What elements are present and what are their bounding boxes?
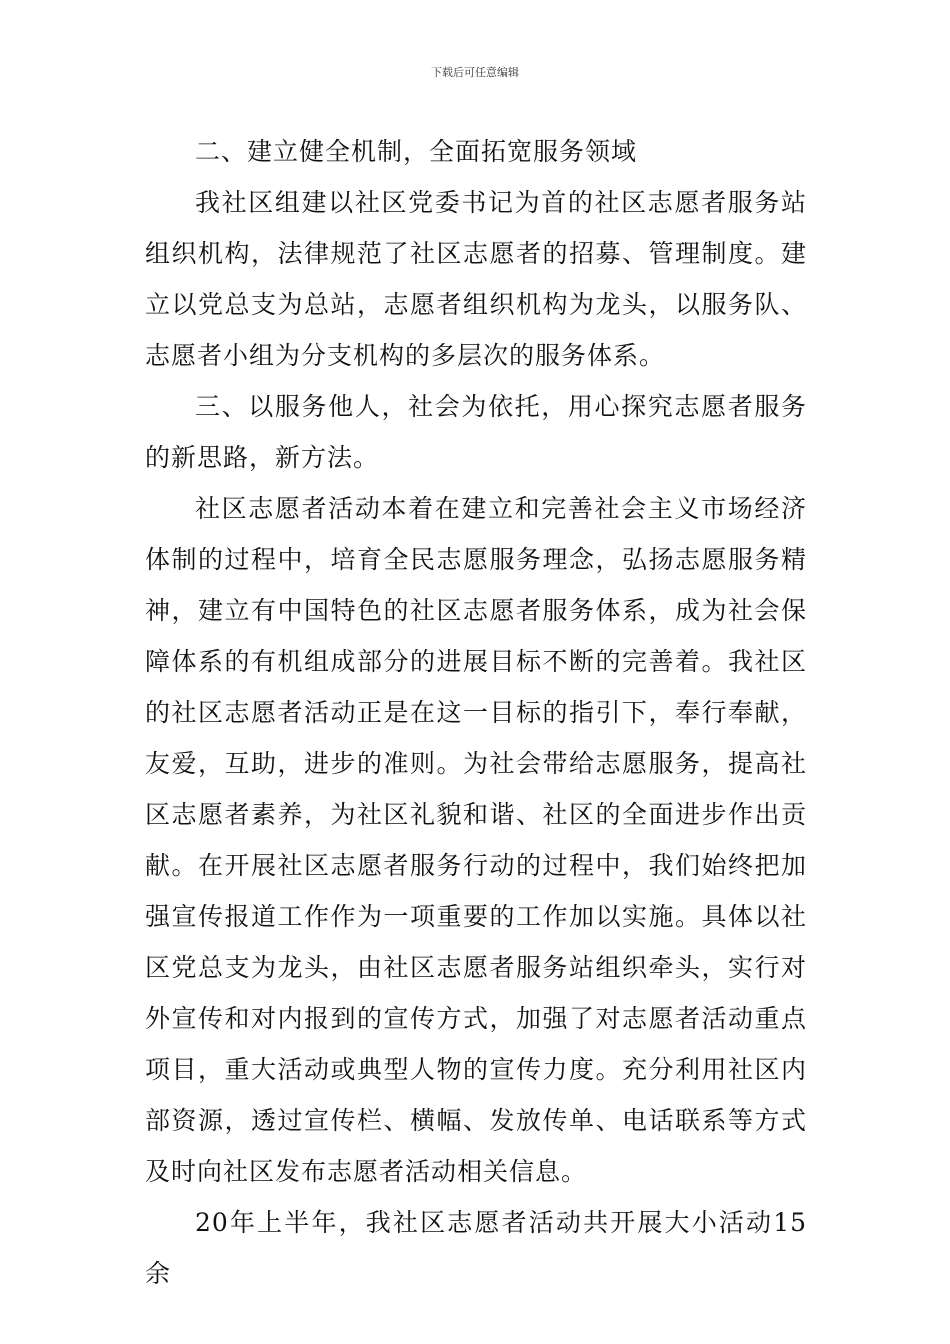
section-heading-3: 三、以服务他人，社会为依托，用心探究志愿者服务的新思路，新方法。 <box>145 392 807 472</box>
paragraph-first-half-year: 20年上半年，我社区志愿者活动共开展大小活动15余 <box>145 1208 807 1288</box>
paragraph-organization: 我社区组建以社区党委书记为首的社区志愿者服务站组织机构，法律规范了社区志愿者的招募、管理制度。建立以党总支为总站，志愿者组织机构为龙头，以服务队、志愿者小组为分支机构的多层次的服务体系。 <box>145 188 807 370</box>
document-body <box>145 126 807 1299</box>
page-header: 下载后可任意编辑 <box>431 66 519 79</box>
section-heading-2: 二、建立健全机制，全面拓宽服务领域 <box>195 137 638 166</box>
paragraph-volunteer-activities: 社区志愿者活动本着在建立和完善社会主义市场经济体制的过程中，培育全民志愿服务理念，弘扬志愿服务精神，建立有中国特色的社区志愿者服务体系，成为社会保障体系的有机组成部分的进展目标不断的完善着。我社区的社区志愿者活动正是在这一目标的指引下，奉行奉献，友爱，互助，进步的准则。为社会带给志愿服务，提高社区志愿者素养，为社区礼貌和谐、社区的全面进步作出贡献。在开展社区志愿者服务行动的过程中，我们始终把加强宣传报道工作作为一项重要的工作加以实施。具体以社区党总支为龙头，由社区志愿者服务站组织牵头，实行对外宣传和对内报到的宣传方式，加强了对志愿者活动重点项目，重大活动或典型人物的宣传力度。充分利用社区内部资源，透过宣传栏、横幅、发放传单、电话联系等方式及时向社区发布志愿者活动相关信息。 <box>145 494 807 1186</box>
